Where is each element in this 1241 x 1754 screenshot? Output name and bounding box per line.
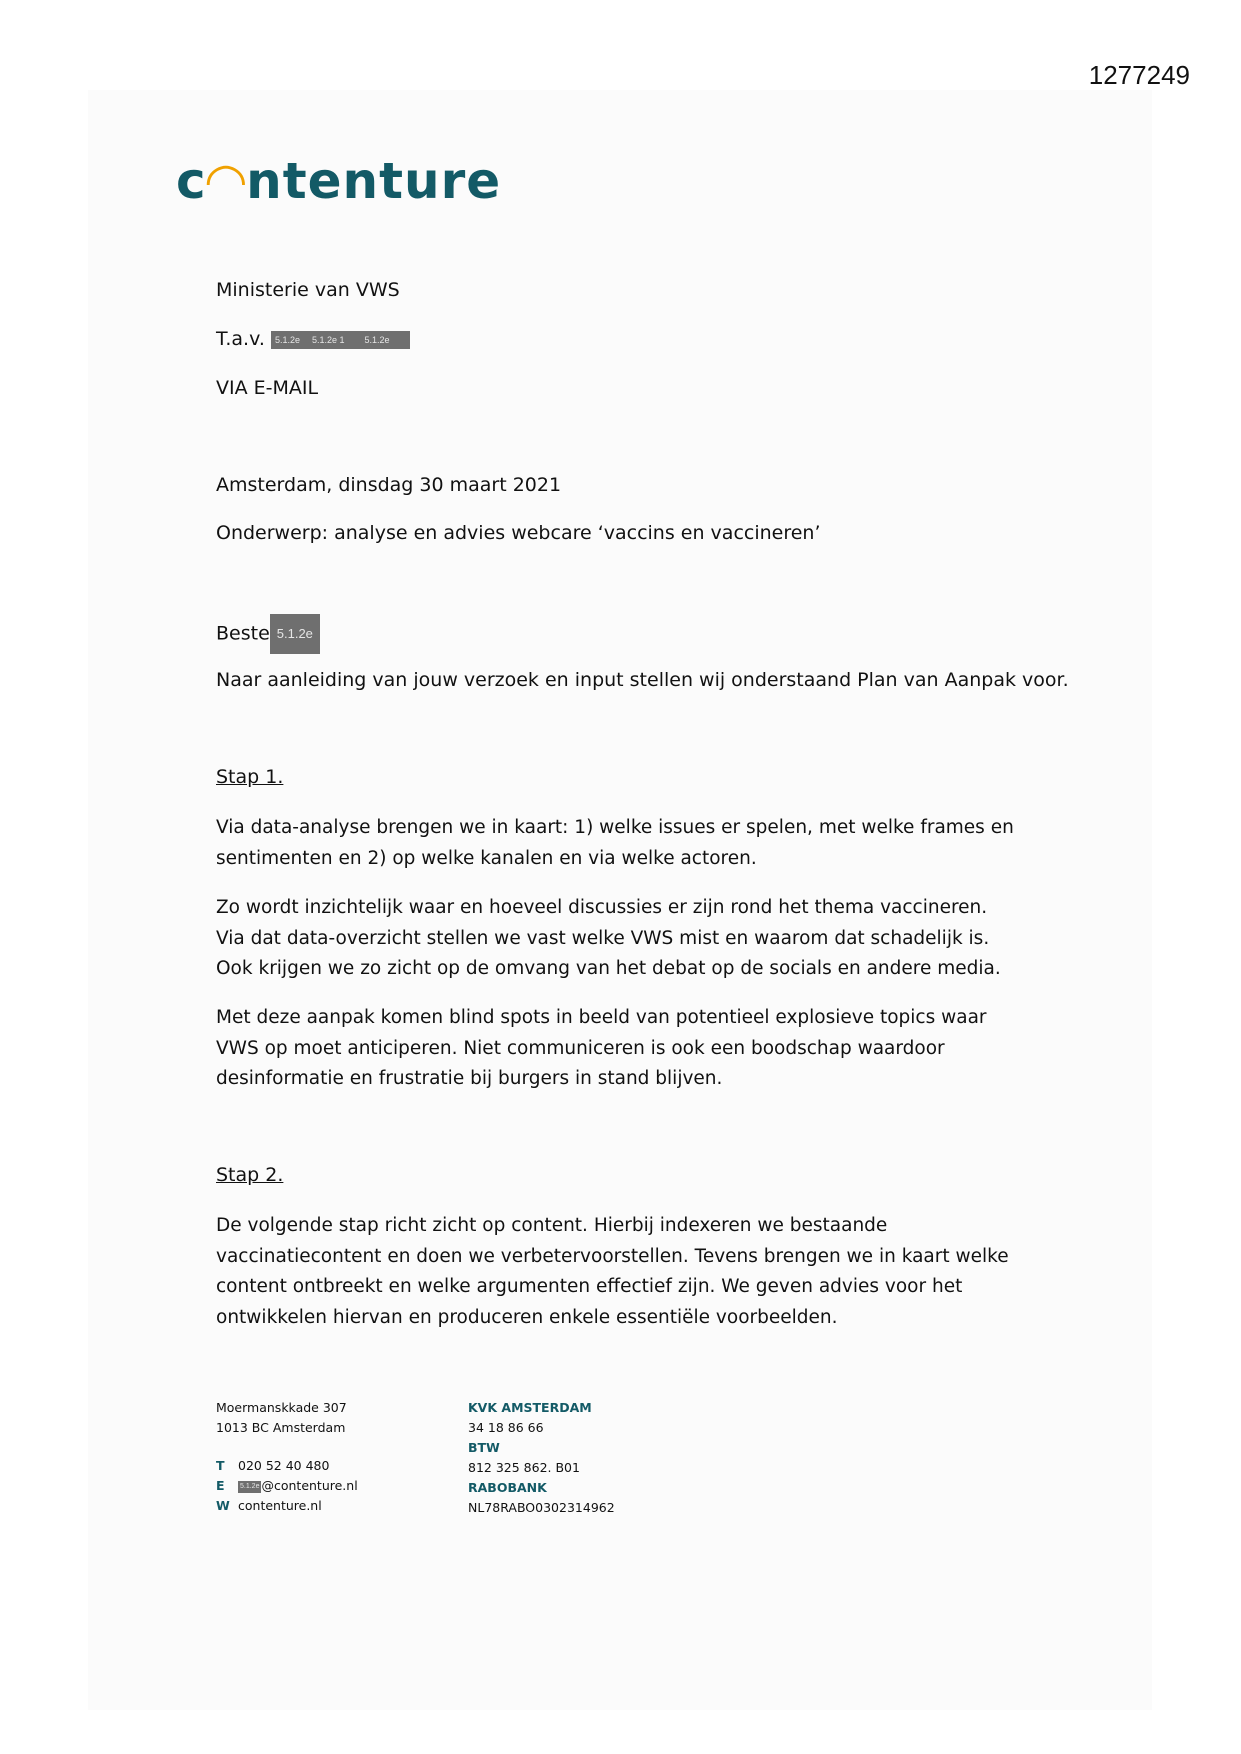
footer-address-line: Moermanskkade 307: [216, 1400, 347, 1415]
footer-phone: T 020 52 40 480: [216, 1456, 358, 1476]
stap1-paragraph: Met deze aanpak komen blind spots in beeld van potentieel explosieve topics waar VWS op moet anticiperen. Niet communiceren is ook een boodschap waardoor desinformatie en frustratie bij burgers in stand blijven.: [216, 1007, 987, 1089]
bank-label: RABOBANK: [468, 1480, 547, 1495]
salutation: [216, 614, 320, 654]
web-label: W: [216, 1498, 230, 1513]
phone-label: T: [216, 1458, 225, 1473]
footer-web: W contenture.nl: [216, 1496, 358, 1516]
stap1-heading: Stap 1.: [216, 766, 284, 788]
contenture-logo: [176, 152, 502, 210]
recipient-tav: [216, 324, 410, 354]
redaction-block: 5.1.2e: [353, 331, 410, 349]
tav-label: T.a.v.: [216, 328, 265, 350]
kvk-number: 34 18 86 66: [468, 1420, 544, 1435]
redaction-block: 5.1.2e: [238, 1481, 261, 1493]
redaction-block: 5.1.2e: [270, 614, 320, 654]
btw-number: 812 325 862. B01: [468, 1460, 580, 1475]
intro-text: Naar aanleiding van jouw verzoek en input stellen wij onderstaand Plan van Aanpak voor.: [216, 669, 1069, 691]
stap2-heading: Stap 2.: [216, 1164, 284, 1186]
logo-text-end: ntenture: [246, 152, 502, 210]
stap1-paragraph: Zo wordt inzichtelijk waar en hoeveel discussies er zijn rond het thema vaccineren. Via dat data-overzicht stellen we vast welke VWS mist en waarom dat schadelijk is. Ook krijgen we zo zicht op de omvang van het debat op de socials en andere media.: [216, 897, 1001, 979]
subject-line: Onderwerp: analyse en advies webcare ‘vaccins en vaccineren’: [216, 522, 821, 544]
redaction-block: 5.1.2e 1: [304, 331, 353, 349]
logo-mark-icon: ◠: [206, 152, 247, 210]
place-date: Amsterdam, dinsdag 30 maart 2021: [216, 474, 562, 496]
stap1-paragraph: Via data-analyse brengen we in kaart: 1) welke issues er spelen, met welke frames en sentimenten en 2) op welke kanalen en via welke actoren.: [216, 817, 1014, 869]
document-number: 1277249: [1088, 60, 1190, 90]
recipient-organisation: Ministerie van VWS: [216, 279, 400, 301]
stap2-paragraph: De volgende stap richt zicht op content. Hierbij indexeren we bestaande vaccinatiecontent en doen we verbetervoorstellen. Tevens brengen we in kaart welke content ontbreekt en welke argumenten effectief zijn. We geven advies voor het ontwikkelen hiervan en produceren enkele essentiële voorbeelden.: [216, 1215, 1009, 1328]
iban: NL78RABO0302314962: [468, 1500, 615, 1515]
redaction-block: 5.1.2e: [271, 331, 304, 349]
footer-contact: [216, 1398, 358, 1516]
btw-label: BTW: [468, 1440, 500, 1455]
delivery-method: VIA E-MAIL: [216, 377, 319, 399]
salutation-text: Beste: [216, 622, 270, 645]
logo-text-start: c: [176, 152, 207, 210]
kvk-label: KVK AMSTERDAM: [468, 1400, 592, 1415]
footer-address-line: 1013 BC Amsterdam: [216, 1420, 346, 1435]
footer-company: [468, 1398, 615, 1518]
email-label: E: [216, 1478, 225, 1493]
footer-email: E 5.1.2e @contenture.nl: [216, 1476, 358, 1496]
